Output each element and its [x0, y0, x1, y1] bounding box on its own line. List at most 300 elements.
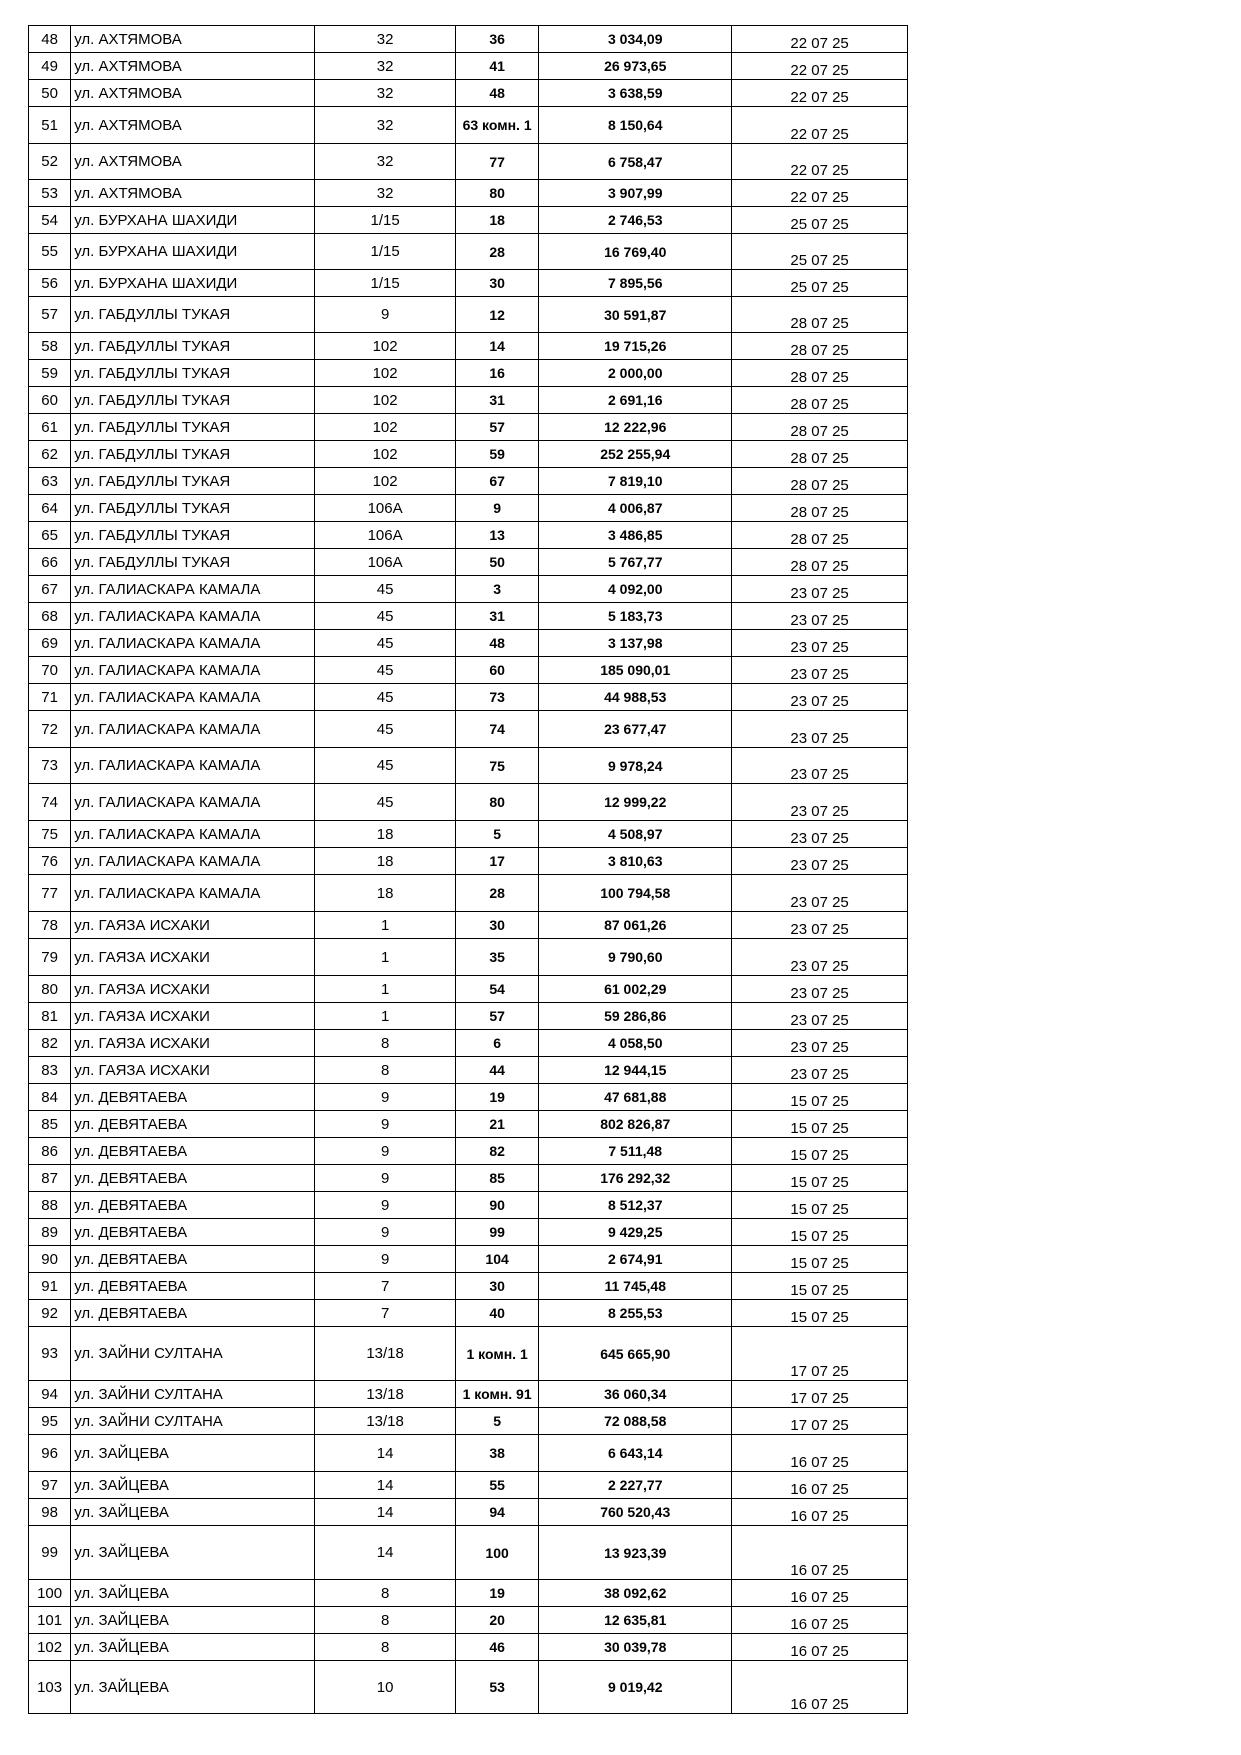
house-number: 102: [315, 441, 456, 468]
house-number: 1/15: [315, 270, 456, 297]
table-row: [29, 1408, 908, 1435]
row-number: 52: [29, 144, 71, 180]
apartment-number: 48: [455, 80, 538, 107]
row-number: 57: [29, 297, 71, 333]
street-name: ул. АХТЯМОВА: [71, 53, 315, 80]
house-number: 45: [315, 576, 456, 603]
debt-amount: 16 769,40: [539, 234, 732, 270]
row-number: 71: [29, 684, 71, 711]
street-name: ул. ДЕВЯТАЕВА: [71, 1300, 315, 1327]
house-number: 45: [315, 603, 456, 630]
row-number: 51: [29, 107, 71, 144]
debt-amount: 2 000,00: [539, 360, 732, 387]
table-row: [29, 270, 908, 297]
table-row: [29, 1003, 908, 1030]
debt-amount: 9 790,60: [539, 939, 732, 976]
table-row: [29, 144, 908, 180]
apartment-number: 77: [455, 144, 538, 180]
debt-amount: 2 674,91: [539, 1246, 732, 1273]
debt-amount: 2 746,53: [539, 207, 732, 234]
row-number: 74: [29, 784, 71, 821]
row-number: 77: [29, 875, 71, 912]
table-row: [29, 360, 908, 387]
date-value: 16 07 25: [732, 1499, 908, 1526]
house-number: 9: [315, 1246, 456, 1273]
table-row: [29, 468, 908, 495]
row-number: 81: [29, 1003, 71, 1030]
row-number: 102: [29, 1634, 71, 1661]
date-value: 16 07 25: [732, 1526, 908, 1580]
table-row: [29, 1381, 908, 1408]
table-row: [29, 821, 908, 848]
row-number: 48: [29, 26, 71, 53]
apartment-number: 55: [455, 1472, 538, 1499]
row-number: 93: [29, 1327, 71, 1381]
house-number: 14: [315, 1499, 456, 1526]
house-number: 45: [315, 784, 456, 821]
apartment-number: 94: [455, 1499, 538, 1526]
date-value: 28 07 25: [732, 297, 908, 333]
row-number: 79: [29, 939, 71, 976]
house-number: 14: [315, 1472, 456, 1499]
apartment-number: 59: [455, 441, 538, 468]
date-value: 17 07 25: [732, 1327, 908, 1381]
apartment-number: 30: [455, 270, 538, 297]
date-value: 22 07 25: [732, 107, 908, 144]
apartment-number: 28: [455, 875, 538, 912]
table-row: [29, 53, 908, 80]
apartment-number: 28: [455, 234, 538, 270]
debt-amount: 5 183,73: [539, 603, 732, 630]
table-row: [29, 207, 908, 234]
apartment-number: 54: [455, 976, 538, 1003]
apartment-number: 44: [455, 1057, 538, 1084]
row-number: 90: [29, 1246, 71, 1273]
table-row: [29, 1472, 908, 1499]
house-number: 9: [315, 1084, 456, 1111]
row-number: 56: [29, 270, 71, 297]
house-number: 32: [315, 144, 456, 180]
apartment-number: 13: [455, 522, 538, 549]
debt-amount: 7 819,10: [539, 468, 732, 495]
street-name: ул. ЗАЙЦЕВА: [71, 1526, 315, 1580]
table-row: [29, 784, 908, 821]
street-name: ул. ГАЛИАСКАРА КАМАЛА: [71, 784, 315, 821]
row-number: 60: [29, 387, 71, 414]
apartment-number: 82: [455, 1138, 538, 1165]
date-value: 23 07 25: [732, 1057, 908, 1084]
row-number: 83: [29, 1057, 71, 1084]
table-row: [29, 107, 908, 144]
row-number: 55: [29, 234, 71, 270]
house-number: 13/18: [315, 1327, 456, 1381]
street-name: ул. ГАБДУЛЛЫ ТУКАЯ: [71, 441, 315, 468]
row-number: 91: [29, 1273, 71, 1300]
table-row: [29, 1219, 908, 1246]
apartment-number: 9: [455, 495, 538, 522]
house-number: 32: [315, 80, 456, 107]
table-row: [29, 1607, 908, 1634]
debt-amount: 12 635,81: [539, 1607, 732, 1634]
date-value: 28 07 25: [732, 441, 908, 468]
house-number: 10: [315, 1661, 456, 1714]
apartment-number: 16: [455, 360, 538, 387]
house-number: 45: [315, 657, 456, 684]
table-row: [29, 711, 908, 748]
house-number: 7: [315, 1300, 456, 1327]
date-value: 22 07 25: [732, 180, 908, 207]
date-value: 22 07 25: [732, 144, 908, 180]
date-value: 15 07 25: [732, 1084, 908, 1111]
date-value: 28 07 25: [732, 360, 908, 387]
house-number: 8: [315, 1634, 456, 1661]
date-value: 23 07 25: [732, 1003, 908, 1030]
debt-amount: 3 137,98: [539, 630, 732, 657]
debt-amount: 3 034,09: [539, 26, 732, 53]
debt-amount: 4 508,97: [539, 821, 732, 848]
apartment-number: 90: [455, 1192, 538, 1219]
debt-amount: 4 006,87: [539, 495, 732, 522]
table-row: [29, 549, 908, 576]
date-value: 15 07 25: [732, 1111, 908, 1138]
house-number: 9: [315, 1138, 456, 1165]
date-value: 23 07 25: [732, 684, 908, 711]
street-name: ул. ГАЯЗА ИСХАКИ: [71, 1030, 315, 1057]
table-row: [29, 1030, 908, 1057]
house-number: 45: [315, 711, 456, 748]
date-value: 22 07 25: [732, 53, 908, 80]
debt-amount: 9 019,42: [539, 1661, 732, 1714]
house-number: 32: [315, 107, 456, 144]
row-number: 100: [29, 1580, 71, 1607]
table-row: [29, 26, 908, 53]
street-name: ул. ГАЛИАСКАРА КАМАЛА: [71, 821, 315, 848]
street-name: ул. БУРХАНА ШАХИДИ: [71, 234, 315, 270]
row-number: 54: [29, 207, 71, 234]
house-number: 102: [315, 414, 456, 441]
table-row: [29, 1138, 908, 1165]
apartment-number: 30: [455, 912, 538, 939]
debt-amount: 26 973,65: [539, 53, 732, 80]
street-name: ул. ЗАЙНИ СУЛТАНА: [71, 1408, 315, 1435]
house-number: 102: [315, 333, 456, 360]
table-row: [29, 441, 908, 468]
apartment-number: 48: [455, 630, 538, 657]
table-row: [29, 630, 908, 657]
street-name: ул. ЗАЙЦЕВА: [71, 1499, 315, 1526]
debt-amount: 4 092,00: [539, 576, 732, 603]
house-number: 32: [315, 180, 456, 207]
apartment-number: 6: [455, 1030, 538, 1057]
debt-amount: 8 150,64: [539, 107, 732, 144]
apartment-number: 73: [455, 684, 538, 711]
debt-amount: 2 227,77: [539, 1472, 732, 1499]
table-row: [29, 748, 908, 784]
debt-amount: 3 907,99: [539, 180, 732, 207]
debt-amount: 7 511,48: [539, 1138, 732, 1165]
date-value: 28 07 25: [732, 414, 908, 441]
date-value: 28 07 25: [732, 468, 908, 495]
house-number: 9: [315, 1219, 456, 1246]
table-row: [29, 1634, 908, 1661]
street-name: ул. ГАЛИАСКАРА КАМАЛА: [71, 711, 315, 748]
apartment-number: 19: [455, 1084, 538, 1111]
table-row: [29, 297, 908, 333]
apartment-number: 3: [455, 576, 538, 603]
apartment-number: 1 комн. 1: [455, 1327, 538, 1381]
table-row: [29, 495, 908, 522]
street-name: ул. ГАЛИАСКАРА КАМАЛА: [71, 875, 315, 912]
street-name: ул. ГАЯЗА ИСХАКИ: [71, 912, 315, 939]
apartment-number: 18: [455, 207, 538, 234]
house-number: 1: [315, 1003, 456, 1030]
debt-table: [28, 25, 908, 1714]
apartment-number: 104: [455, 1246, 538, 1273]
debt-amount: 36 060,34: [539, 1381, 732, 1408]
date-value: 25 07 25: [732, 234, 908, 270]
street-name: ул. ГАЛИАСКАРА КАМАЛА: [71, 684, 315, 711]
street-name: ул. ЗАЙЦЕВА: [71, 1472, 315, 1499]
table-row: [29, 657, 908, 684]
table-row: [29, 414, 908, 441]
debt-amount: 760 520,43: [539, 1499, 732, 1526]
apartment-number: 31: [455, 603, 538, 630]
house-number: 18: [315, 848, 456, 875]
date-value: 15 07 25: [732, 1300, 908, 1327]
table-row: [29, 684, 908, 711]
house-number: 18: [315, 875, 456, 912]
street-name: ул. ГАБДУЛЛЫ ТУКАЯ: [71, 360, 315, 387]
date-value: 15 07 25: [732, 1138, 908, 1165]
date-value: 15 07 25: [732, 1192, 908, 1219]
debt-amount: 44 988,53: [539, 684, 732, 711]
street-name: ул. ЗАЙЦЕВА: [71, 1634, 315, 1661]
row-number: 64: [29, 495, 71, 522]
date-value: 17 07 25: [732, 1408, 908, 1435]
date-value: 16 07 25: [732, 1661, 908, 1714]
date-value: 25 07 25: [732, 207, 908, 234]
apartment-number: 36: [455, 26, 538, 53]
table-row: [29, 576, 908, 603]
row-number: 85: [29, 1111, 71, 1138]
debt-amount: 8 255,53: [539, 1300, 732, 1327]
house-number: 1/15: [315, 207, 456, 234]
date-value: 23 07 25: [732, 711, 908, 748]
street-name: ул. АХТЯМОВА: [71, 144, 315, 180]
street-name: ул. ГАБДУЛЛЫ ТУКАЯ: [71, 549, 315, 576]
house-number: 7: [315, 1273, 456, 1300]
date-value: 16 07 25: [732, 1634, 908, 1661]
debt-amount: 30 591,87: [539, 297, 732, 333]
street-name: ул. ДЕВЯТАЕВА: [71, 1111, 315, 1138]
row-number: 92: [29, 1300, 71, 1327]
house-number: 18: [315, 821, 456, 848]
street-name: ул. ДЕВЯТАЕВА: [71, 1192, 315, 1219]
house-number: 9: [315, 1165, 456, 1192]
street-name: ул. ГАБДУЛЛЫ ТУКАЯ: [71, 468, 315, 495]
street-name: ул. ГАБДУЛЛЫ ТУКАЯ: [71, 333, 315, 360]
street-name: ул. ГАБДУЛЛЫ ТУКАЯ: [71, 414, 315, 441]
apartment-number: 57: [455, 414, 538, 441]
street-name: ул. АХТЯМОВА: [71, 107, 315, 144]
row-number: 68: [29, 603, 71, 630]
house-number: 9: [315, 1111, 456, 1138]
debt-amount: 61 002,29: [539, 976, 732, 1003]
table-row: [29, 1084, 908, 1111]
apartment-number: 80: [455, 784, 538, 821]
row-number: 80: [29, 976, 71, 1003]
apartment-number: 5: [455, 821, 538, 848]
apartment-number: 100: [455, 1526, 538, 1580]
debt-amount: 645 665,90: [539, 1327, 732, 1381]
row-number: 78: [29, 912, 71, 939]
row-number: 84: [29, 1084, 71, 1111]
apartment-number: 99: [455, 1219, 538, 1246]
street-name: ул. ДЕВЯТАЕВА: [71, 1219, 315, 1246]
date-value: 16 07 25: [732, 1580, 908, 1607]
street-name: ул. ГАБДУЛЛЫ ТУКАЯ: [71, 495, 315, 522]
table-row: [29, 1580, 908, 1607]
apartment-number: 46: [455, 1634, 538, 1661]
debt-amount: 802 826,87: [539, 1111, 732, 1138]
table-row: [29, 1435, 908, 1472]
table-row: [29, 1499, 908, 1526]
apartment-number: 63 комн. 1: [455, 107, 538, 144]
debt-amount: 4 058,50: [539, 1030, 732, 1057]
row-number: 58: [29, 333, 71, 360]
debt-amount: 176 292,32: [539, 1165, 732, 1192]
debt-amount: 30 039,78: [539, 1634, 732, 1661]
street-name: ул. ЗАЙЦЕВА: [71, 1435, 315, 1472]
house-number: 102: [315, 468, 456, 495]
house-number: 32: [315, 53, 456, 80]
row-number: 53: [29, 180, 71, 207]
apartment-number: 21: [455, 1111, 538, 1138]
table-row: [29, 522, 908, 549]
apartment-number: 57: [455, 1003, 538, 1030]
house-number: 45: [315, 630, 456, 657]
table-row: [29, 180, 908, 207]
row-number: 69: [29, 630, 71, 657]
row-number: 59: [29, 360, 71, 387]
date-value: 23 07 25: [732, 603, 908, 630]
house-number: 106А: [315, 549, 456, 576]
date-value: 15 07 25: [732, 1246, 908, 1273]
row-number: 98: [29, 1499, 71, 1526]
table-row: [29, 1300, 908, 1327]
house-number: 1: [315, 912, 456, 939]
street-name: ул. ЗАЙНИ СУЛТАНА: [71, 1381, 315, 1408]
date-value: 28 07 25: [732, 333, 908, 360]
house-number: 8: [315, 1057, 456, 1084]
debt-amount: 6 758,47: [539, 144, 732, 180]
street-name: ул. ЗАЙЦЕВА: [71, 1607, 315, 1634]
date-value: 16 07 25: [732, 1607, 908, 1634]
debt-amount: 11 745,48: [539, 1273, 732, 1300]
debt-amount: 6 643,14: [539, 1435, 732, 1472]
house-number: 45: [315, 748, 456, 784]
table-row: [29, 912, 908, 939]
apartment-number: 14: [455, 333, 538, 360]
table-row: [29, 1327, 908, 1381]
apartment-number: 53: [455, 1661, 538, 1714]
date-value: 22 07 25: [732, 80, 908, 107]
date-value: 23 07 25: [732, 1030, 908, 1057]
table-row: [29, 80, 908, 107]
table-row: [29, 1057, 908, 1084]
debt-amount: 12 999,22: [539, 784, 732, 821]
table-row: [29, 1661, 908, 1714]
apartment-number: 17: [455, 848, 538, 875]
date-value: 23 07 25: [732, 748, 908, 784]
house-number: 13/18: [315, 1408, 456, 1435]
date-value: 15 07 25: [732, 1273, 908, 1300]
row-number: 82: [29, 1030, 71, 1057]
row-number: 101: [29, 1607, 71, 1634]
apartment-number: 67: [455, 468, 538, 495]
street-name: ул. ГАЛИАСКАРА КАМАЛА: [71, 576, 315, 603]
street-name: ул. ГАЯЗА ИСХАКИ: [71, 1057, 315, 1084]
apartment-number: 75: [455, 748, 538, 784]
date-value: 28 07 25: [732, 387, 908, 414]
row-number: 65: [29, 522, 71, 549]
debt-amount: 87 061,26: [539, 912, 732, 939]
date-value: 23 07 25: [732, 821, 908, 848]
apartment-number: 41: [455, 53, 538, 80]
house-number: 1: [315, 976, 456, 1003]
street-name: ул. ДЕВЯТАЕВА: [71, 1246, 315, 1273]
row-number: 61: [29, 414, 71, 441]
table-row: [29, 1526, 908, 1580]
table-row: [29, 1165, 908, 1192]
date-value: 16 07 25: [732, 1435, 908, 1472]
street-name: ул. ДЕВЯТАЕВА: [71, 1165, 315, 1192]
row-number: 88: [29, 1192, 71, 1219]
house-number: 1/15: [315, 234, 456, 270]
debt-amount: 3 638,59: [539, 80, 732, 107]
row-number: 86: [29, 1138, 71, 1165]
house-number: 45: [315, 684, 456, 711]
street-name: ул. ГАЛИАСКАРА КАМАЛА: [71, 657, 315, 684]
date-value: 23 07 25: [732, 784, 908, 821]
date-value: 23 07 25: [732, 630, 908, 657]
row-number: 96: [29, 1435, 71, 1472]
street-name: ул. АХТЯМОВА: [71, 26, 315, 53]
house-number: 8: [315, 1580, 456, 1607]
street-name: ул. ДЕВЯТАЕВА: [71, 1138, 315, 1165]
date-value: 23 07 25: [732, 976, 908, 1003]
date-value: 25 07 25: [732, 270, 908, 297]
house-number: 8: [315, 1607, 456, 1634]
house-number: 102: [315, 387, 456, 414]
street-name: ул. ЗАЙНИ СУЛТАНА: [71, 1327, 315, 1381]
table-row: [29, 1111, 908, 1138]
date-value: 23 07 25: [732, 576, 908, 603]
date-value: 15 07 25: [732, 1219, 908, 1246]
date-value: 15 07 25: [732, 1165, 908, 1192]
debt-amount: 9 429,25: [539, 1219, 732, 1246]
apartment-number: 30: [455, 1273, 538, 1300]
date-value: 23 07 25: [732, 848, 908, 875]
debt-amount: 185 090,01: [539, 657, 732, 684]
debt-amount: 5 767,77: [539, 549, 732, 576]
row-number: 67: [29, 576, 71, 603]
apartment-number: 1 комн. 91: [455, 1381, 538, 1408]
table-row: [29, 603, 908, 630]
row-number: 70: [29, 657, 71, 684]
street-name: ул. ГАЛИАСКАРА КАМАЛА: [71, 603, 315, 630]
debt-amount: 7 895,56: [539, 270, 732, 297]
